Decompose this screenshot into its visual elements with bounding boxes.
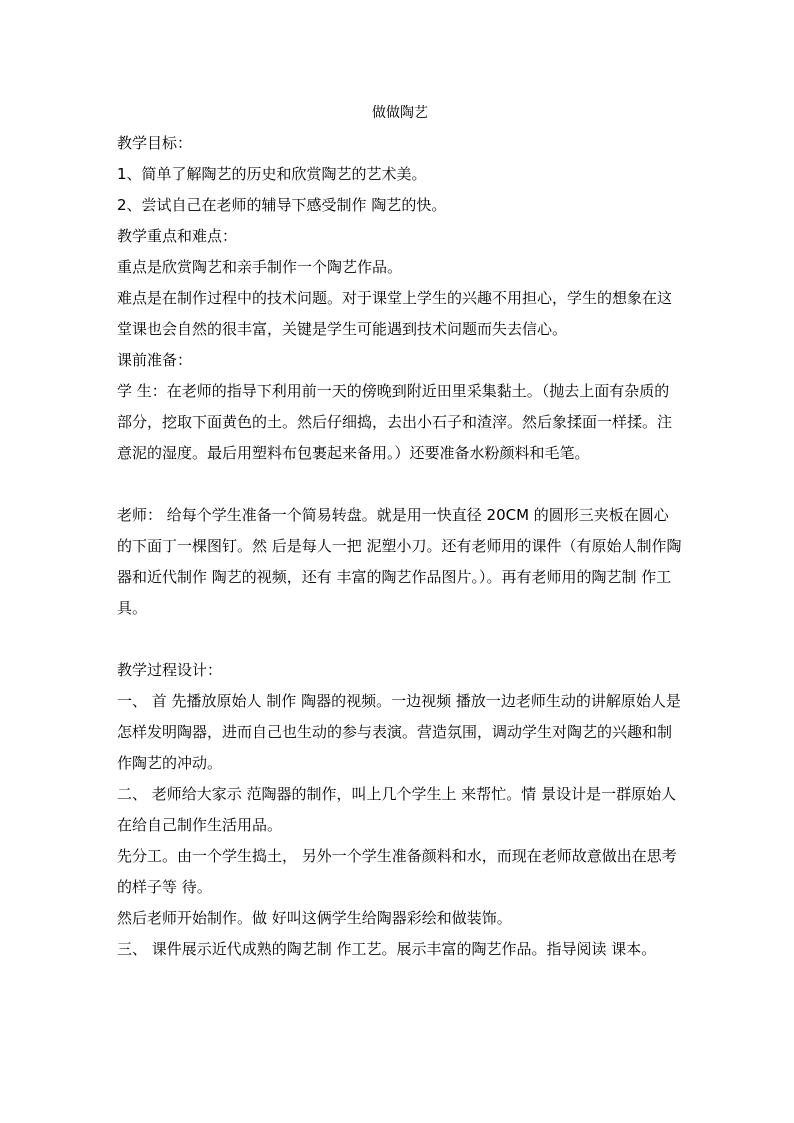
process-step-1: 一、 首 先播放原始人 制作 陶器的视频。一边视频 播放一边老师生动的讲解原始人是怎样发明陶器，进而自己也生动的参与表演。营造氛围，调动学生对陶艺的兴趣和制作陶艺的冲动。 [117,692,681,772]
process-step-2: 二、 老师给大家示 范陶器的制作，叫上几个学生上 来帮忙。情 景设计是一群原始人在给自己制作生活用品。 [117,785,677,834]
blank-line [117,469,683,500]
student-preparation-paragraph: 学 生：在老师的指导下利用前一天的傍晚到附近田里采集黏土。（抛去上面有杂质的部分，挖取下面黄色的土。然后仔细捣，去出小石子和渣滓。然后象揉面一样揉。注意泥的湿度。最后用塑料布包裹起来备用。）还要准备水粉颜料和毛笔。 [117,382,673,462]
process-heading: 教学过程设计： [117,661,223,679]
process-step-3: 三、 课件展示近代成熟的陶艺制 作工艺。展示丰富的陶艺作品。指导阅读 课本。 [117,940,657,958]
goal-item-1: 1、简单了解陶艺的历史和欣赏陶艺的艺术美。 [117,165,427,183]
goal-item-2: 2、尝试自己在老师的辅导下感受制作 陶艺的快。 [117,196,447,214]
preparation-heading: 课前准备： [117,351,193,369]
difficulty-paragraph: 难点是在制作过程中的技术问题。对于课堂上学生的兴趣不用担心，学生的想象在这堂课也会自然的很丰富，关键是学生可能遇到技术问题而失去信心。 [117,289,673,338]
document-title: 做做陶艺 [372,105,428,121]
blank-line [117,624,683,655]
document-body [117,98,683,965]
key-points-heading: 教学重点和难点： [117,227,238,245]
teacher-preparation-paragraph: 老师： 给每个学生准备一个简易转盘。就是用一快直径 20CM 的圆形三夹板在圆心的下面丁一棵图钉。然 后是每人一把 泥塑小刀。还有老师用的课件（有原始人制作陶器和近代制作 陶艺的视频，还有 丰富的陶艺作品图片。）。再有老师用的陶艺制 作工具。 [117,506,682,617]
process-step-2-making: 然后老师开始制作。做 好叫这俩学生给陶器彩绘和做装饰。 [117,909,512,927]
process-step-2-division: 先分工。由一个学生捣土， 另外一个学生准备颜料和水，而现在老师故意做出在思考的样子等 待。 [117,847,677,896]
goals-heading: 教学目标： [117,134,193,152]
key-point-paragraph: 重点是欣赏陶艺和亲手制作一个陶艺作品。 [117,258,403,276]
